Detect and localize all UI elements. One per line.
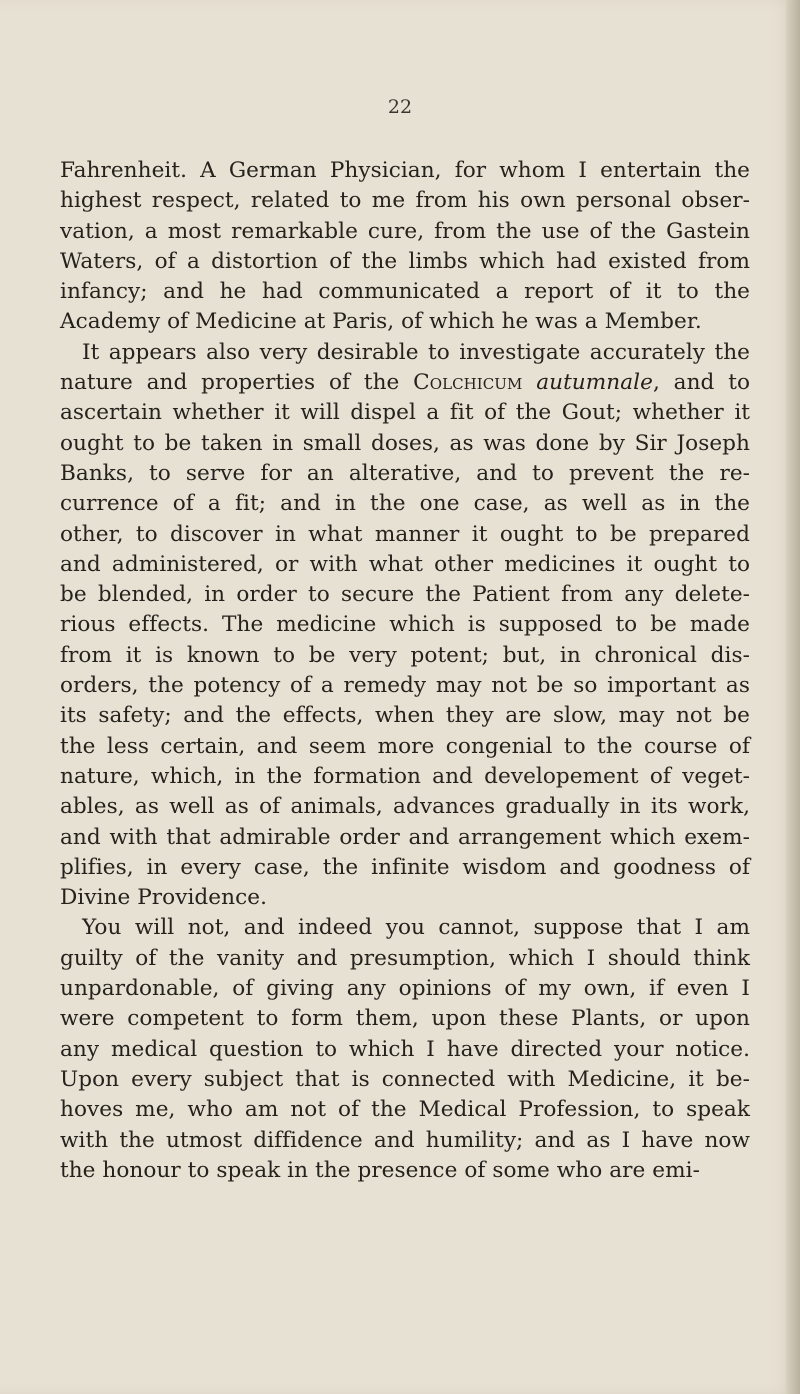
text-line [60, 368, 750, 398]
text-line: unpardonable, of giving any opinions of my own, if even I [60, 976, 750, 1002]
text-line: guilty of the vanity and presumption, which I should think [60, 945, 750, 971]
small-caps-term: Colchicum [413, 370, 523, 396]
text-line: any medical question to which I have directed your notice. [60, 1036, 750, 1062]
text-line: from it is known to be very potent; but, in chronical dis- [60, 642, 750, 668]
line-segment [522, 370, 536, 395]
text-line: with the utmost diffidence and humility; and as I have now [60, 1127, 750, 1153]
text-line: currence of a fit; and in the one case, as well as in the [60, 491, 750, 517]
text-line: Academy of Medicine at Paris, of which he was a Member. [60, 309, 702, 335]
text-line: Banks, to serve for an alterative, and to prevent the re- [60, 460, 750, 486]
text-line: You will not, and indeed you cannot, suppose that I am [82, 915, 750, 941]
text-line: rious effects. The medicine which is supposed to be made [60, 612, 750, 638]
text-line: be blended, in order to secure the Patient from any delete- [60, 582, 750, 608]
text-line: were competent to form them, upon these Plants, or upon [60, 1006, 750, 1032]
text-line: Waters, of a distortion of the limbs which had existed from [60, 248, 750, 274]
text-line: the honour to speak in the presence of some who are emi- [60, 1157, 700, 1183]
text-line: its safety; and the effects, when they are slow, may not be [60, 703, 750, 729]
line-segment: , and to [652, 370, 751, 396]
text-line: Divine Providence. [60, 885, 267, 911]
body-text [60, 156, 750, 1186]
text-line: highest respect, related to me from his own personal obser- [60, 188, 750, 214]
text-line: It appears also very desirable to investigate accurately the [82, 339, 750, 365]
line-segment: nature and properties of the [60, 370, 414, 396]
text-line: hoves me, who am not of the Medical Profession, to speak [60, 1097, 750, 1123]
text-line: vation, a most remarkable cure, from the use of the Gastein [60, 218, 750, 244]
text-line: plifies, in every case, the infinite wisdom and goodness of [60, 854, 750, 880]
text-line: orders, the potency of a remedy may not be so important as [60, 673, 750, 699]
text-line: Upon every subject that is connected with Medicine, it be- [60, 1066, 750, 1092]
text-line: ascertain whether it will dispel a fit of the Gout; whether it [60, 400, 750, 426]
text-line: infancy; and he had communicated a report of it to the [60, 279, 750, 305]
text-line: the less certain, and seem more congenial to the course of [60, 733, 750, 759]
text-line: ought to be taken in small doses, as was done by Sir Joseph [60, 430, 750, 456]
page-edge [786, 0, 800, 1394]
text-line: ables, as well as of animals, advances gradually in its work, [60, 794, 750, 820]
text-line: other, to discover in what manner it ought to be prepared [60, 521, 750, 547]
italic-term: autumnale [536, 370, 653, 396]
text-line: Fahrenheit. A German Physician, for whom I entertain the [60, 158, 750, 183]
text-line: and administered, or with what other medicines it ought to [60, 551, 750, 577]
text-line: and with that admirable order and arrangement which exem- [60, 824, 750, 850]
text-line: nature, which, in the formation and developement of veget- [60, 763, 750, 789]
page-number: 22 [387, 96, 413, 118]
